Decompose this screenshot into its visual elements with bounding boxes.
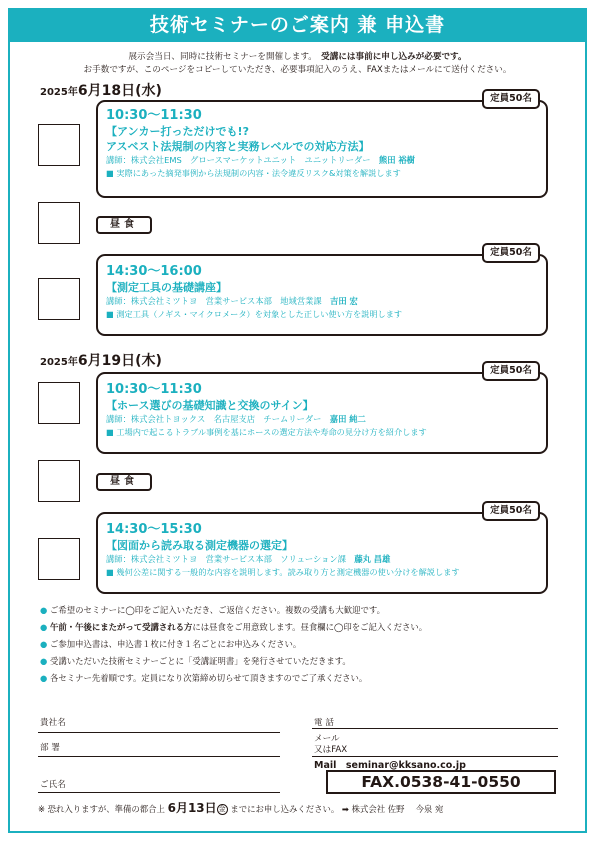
- lecturer-affiliation: 講師：株式会社ミツトヨ 営業サービス本部 ソリューション課: [106, 554, 355, 564]
- phone-label: 電 話: [314, 718, 334, 728]
- footer-text: ※ 恐れ入りますが、準備の都合上: [38, 804, 165, 814]
- lecturer: [106, 413, 538, 426]
- note-text: 受講いただいた技術セミナーごとに「受講証明書」を発行させていただきます。: [49, 656, 351, 666]
- session-1-checkbox[interactable]: [38, 124, 80, 166]
- session-description: ■ 実際にあった摘発事例から法規制の内容・法令違反リスク&対策を解説します: [106, 168, 401, 178]
- session-time: 10:30〜11:30: [106, 108, 202, 123]
- notes-list: [40, 602, 560, 687]
- note-text: には昼食をご用意致します。昼食欄に◯印をご記入ください。: [192, 622, 428, 632]
- bullet-icon: ●: [40, 605, 50, 615]
- arrow-right-icon: ➡: [341, 804, 349, 814]
- lecturer-name: 藤丸 昌雄: [354, 554, 391, 564]
- session-2-checkbox[interactable]: [38, 278, 80, 320]
- bullet-icon: ●: [40, 673, 50, 683]
- intro-text: 展示会当日、同時に技術セミナーを開催します。: [128, 52, 313, 62]
- note-item: [40, 636, 560, 653]
- session-title: 【測定工具の基礎講座】: [106, 281, 227, 294]
- lecturer: [106, 553, 538, 566]
- lecturer-affiliation: 講師：株式会社EMS グロースマーケットユニット ユニットリーダー: [106, 155, 379, 165]
- lunch-label: 昼食: [96, 473, 152, 491]
- note-item: [40, 619, 560, 636]
- session-time: 10:30〜11:30: [106, 382, 202, 397]
- lecturer-name: 嘉田 純二: [329, 414, 366, 424]
- note-item: [40, 670, 560, 687]
- dept-label: 部 署: [40, 743, 60, 753]
- weekday: (木): [135, 353, 162, 369]
- date: 6月18日: [77, 83, 136, 99]
- note-emphasis: 午前・午後にまたがって受講される方: [49, 622, 193, 632]
- page-title: 技術セミナーのご案内 兼 申込書: [8, 8, 587, 42]
- session-card-3: [96, 365, 548, 454]
- session-card-4: [96, 505, 548, 594]
- capacity-badge: 定員50名: [482, 243, 540, 263]
- note-text: ご参加申込書は、申込書１枚に付き１名ごとにお申込みください。: [49, 639, 302, 649]
- note-text: 各セミナー先着順です。定員になり次第締め切らせて頂きますのでご了承ください。: [49, 673, 368, 683]
- footer-text-2: までにお申し込みください。: [230, 804, 340, 814]
- year: 2025年: [40, 357, 78, 368]
- session-card-2: [96, 247, 548, 336]
- deadline-day: 金: [218, 805, 226, 813]
- recipient-person: 今泉 宛: [415, 804, 444, 814]
- intro-line-1: [12, 50, 583, 62]
- company-field[interactable]: [38, 732, 280, 733]
- session-time: 14:30〜15:30: [106, 522, 202, 537]
- email: seminar@kksano.co.jp: [345, 760, 466, 771]
- lecturer: [106, 154, 538, 167]
- session-4-checkbox[interactable]: [38, 538, 80, 580]
- email-address: [314, 757, 466, 771]
- lecturer-name: 熊田 裕樹: [378, 155, 415, 165]
- name-label: ご氏名: [40, 780, 66, 790]
- note-item: [40, 602, 560, 619]
- lunch-label: 昼食: [96, 216, 152, 234]
- weekday: (水): [135, 83, 162, 99]
- fax-or-label: 又はFAX: [314, 745, 348, 755]
- company-label: 貴社名: [40, 718, 66, 728]
- lecturer-affiliation: 講師：株式会社トヨックス 名古屋支店 チームリーダー: [106, 414, 330, 424]
- session-description: ■ 幾何公差に関する一般的な内容を説明します。読み取り方と測定機器の使い分けを解説します: [106, 567, 460, 577]
- date: 6月19日: [77, 353, 136, 369]
- dept-field[interactable]: [38, 756, 280, 757]
- session-description: ■ 測定工具（ノギス・マイクロメータ）を対象とした正しい使い方を説明します: [106, 309, 403, 319]
- note-text: ご希望のセミナーに◯印をご記入いただき、ご返信ください。複数の受講も大歓迎です。: [49, 605, 385, 615]
- session-title: 【アンカー打っただけでも!?: [106, 125, 249, 138]
- capacity-badge: 定員50名: [482, 89, 540, 109]
- deadline: 6月13日: [167, 801, 217, 815]
- intro-emphasis: 受講には事前に申し込みが必要です。: [321, 52, 467, 62]
- bullet-icon: ●: [40, 656, 50, 666]
- session-3-checkbox[interactable]: [38, 382, 80, 424]
- lecturer: [106, 295, 538, 308]
- capacity-badge: 定員50名: [482, 361, 540, 381]
- bullet-icon: ●: [40, 639, 50, 649]
- recipient-company: 株式会社 佐野: [351, 804, 405, 814]
- lecturer-name: 吉田 宏: [330, 296, 358, 306]
- lunch-2-checkbox[interactable]: [38, 460, 80, 502]
- session-title: 【ホース選びの基礎知識と交換のサイン】: [106, 399, 314, 412]
- phone-field[interactable]: [312, 728, 558, 729]
- fax-number: FAX.0538-41-0550: [326, 770, 556, 794]
- session-title-2: アスベスト法規制の内容と実務レベルでの対応方法】: [106, 140, 370, 153]
- day-2-date: [40, 350, 162, 370]
- capacity-badge: 定員50名: [482, 501, 540, 521]
- bullet-icon: ●: [40, 622, 50, 632]
- year: 2025年: [40, 87, 78, 98]
- mail-prefix: Mail: [314, 760, 337, 771]
- day-1-date: [40, 80, 162, 100]
- session-card-1: [96, 93, 548, 198]
- session-time: 14:30〜16:00: [106, 264, 202, 279]
- name-field[interactable]: [38, 792, 280, 793]
- note-item: [40, 653, 560, 670]
- footer-note: [38, 799, 443, 816]
- intro-line-2: お手数ですが、このページをコピーしていただき、必要事項記入のうえ、FAXまたはメールにて送付ください。: [83, 65, 512, 75]
- mail-label: メール: [314, 734, 340, 744]
- lecturer-affiliation: 講師：株式会社ミツトヨ 営業サービス本部 地域営業課: [106, 296, 331, 306]
- lunch-1-checkbox[interactable]: [38, 202, 80, 244]
- session-description: ■ 工場内で起こるトラブル事例を基にホースの選定方法や寿命の見分け方を紹介します: [106, 427, 427, 437]
- session-title: 【図面から読み取る測定機器の選定】: [106, 539, 293, 552]
